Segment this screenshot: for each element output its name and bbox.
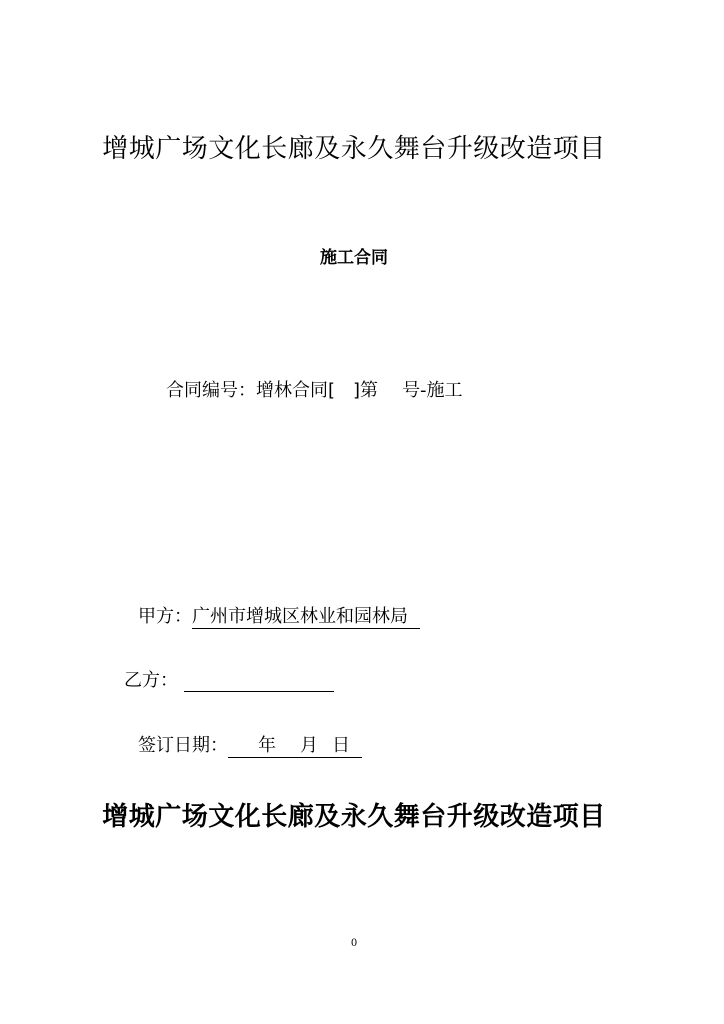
party-b-blank [184,670,334,692]
contract-number-label: 合同编号：增林合同[ [166,380,336,401]
sign-date-line [138,731,362,758]
party-a-label: 甲方： [138,606,192,627]
document-title-top: 增城广场文化长廊及永久舞台升级改造项目 [102,134,606,164]
sign-date-label: 签订日期： [138,735,228,756]
contract-number-part3: 号-施工 [402,380,463,401]
party-b-label: 乙方： [124,670,178,691]
party-a-value: 广州市增城区林业和园林局 [192,606,420,629]
contract-number-line [166,376,463,402]
document-title-bottom: 增城广场文化长廊及永久舞台升级改造项目 [102,802,606,832]
sign-date-year: 年 [258,735,276,756]
contract-number-part2: ]第 [353,380,379,401]
sign-date-value [228,735,362,758]
party-a-line [138,602,420,629]
party-b-line [124,666,334,692]
document-subtitle: 施工合同 [320,248,388,268]
page-number: 0 [350,938,358,949]
sign-date-day: 日 [332,735,350,756]
sign-date-month: 月 [300,735,318,756]
